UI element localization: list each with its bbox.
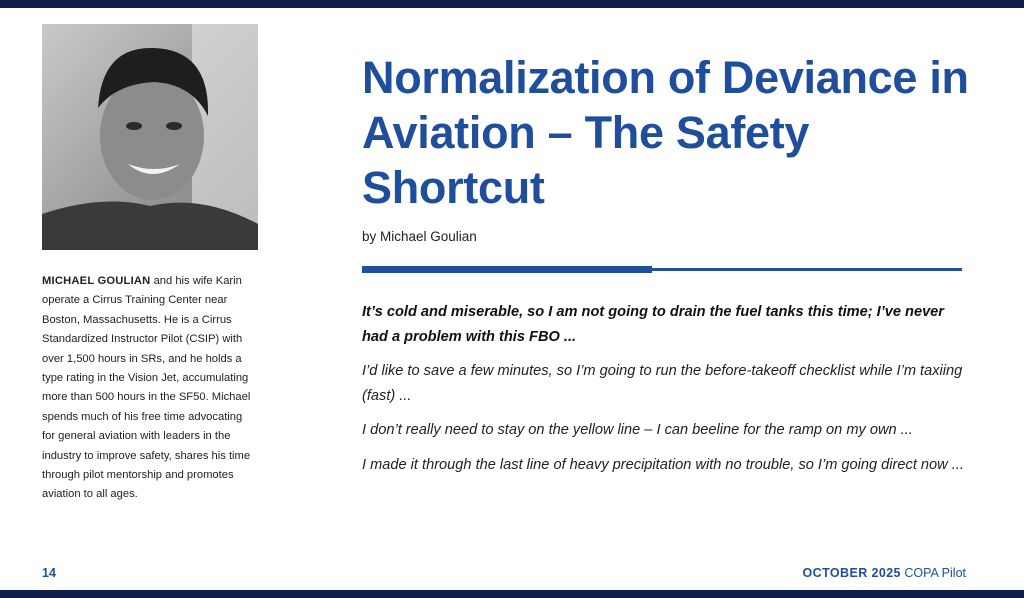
issue-date: OCTOBER 2025 bbox=[802, 566, 901, 580]
pull-quote: I made it through the last line of heavy precipitation with no trouble, so I’m going direct now ... bbox=[362, 456, 964, 473]
title-divider-thin bbox=[652, 268, 962, 271]
pull-quote-lead: It’s cold and miserable, so I am not going to drain the fuel tanks this time; I’ve never had a problem with this FBO ... bbox=[362, 304, 944, 345]
author-name: MICHAEL GOULIAN bbox=[42, 275, 151, 287]
author-bio bbox=[42, 272, 258, 505]
pull-quote: I’d like to save a few minutes, so I’m going to run the before-takeoff checklist while I’m taxiing (fast) ... bbox=[362, 363, 963, 404]
title-divider-thick bbox=[362, 266, 652, 273]
pull-quotes bbox=[362, 300, 972, 487]
page-number: 14 bbox=[42, 566, 56, 580]
pull-quote: I don’t really need to stay on the yellow line – I can beeline for the ramp on my own ... bbox=[362, 422, 913, 438]
article-title: Normalization of Deviance in Aviation – The Safety Shortcut bbox=[362, 52, 969, 213]
publication-name: COPA Pilot bbox=[904, 566, 966, 580]
issue-footer bbox=[803, 566, 966, 580]
top-navy-band bbox=[0, 0, 1024, 8]
bottom-navy-band bbox=[0, 590, 1024, 598]
title-divider bbox=[362, 266, 962, 270]
author-photo bbox=[42, 24, 258, 250]
author-bio-text: and his wife Karin operate a Cirrus Training Center near Boston, Massachusetts. He is a Cirrus Standardized Instructor Pilot (CSIP) with over 1,500 hours in SRs, and he holds a type rating in the Vision Jet, accumulating more than 500 hours in the SF50. Michael spends much of his free time advocating for general aviation with leaders in the industry to improve safety, shares his time through pilot mentorship and promotes aviation to all ages. bbox=[42, 275, 251, 501]
article-byline: by Michael Goulian bbox=[362, 229, 477, 244]
